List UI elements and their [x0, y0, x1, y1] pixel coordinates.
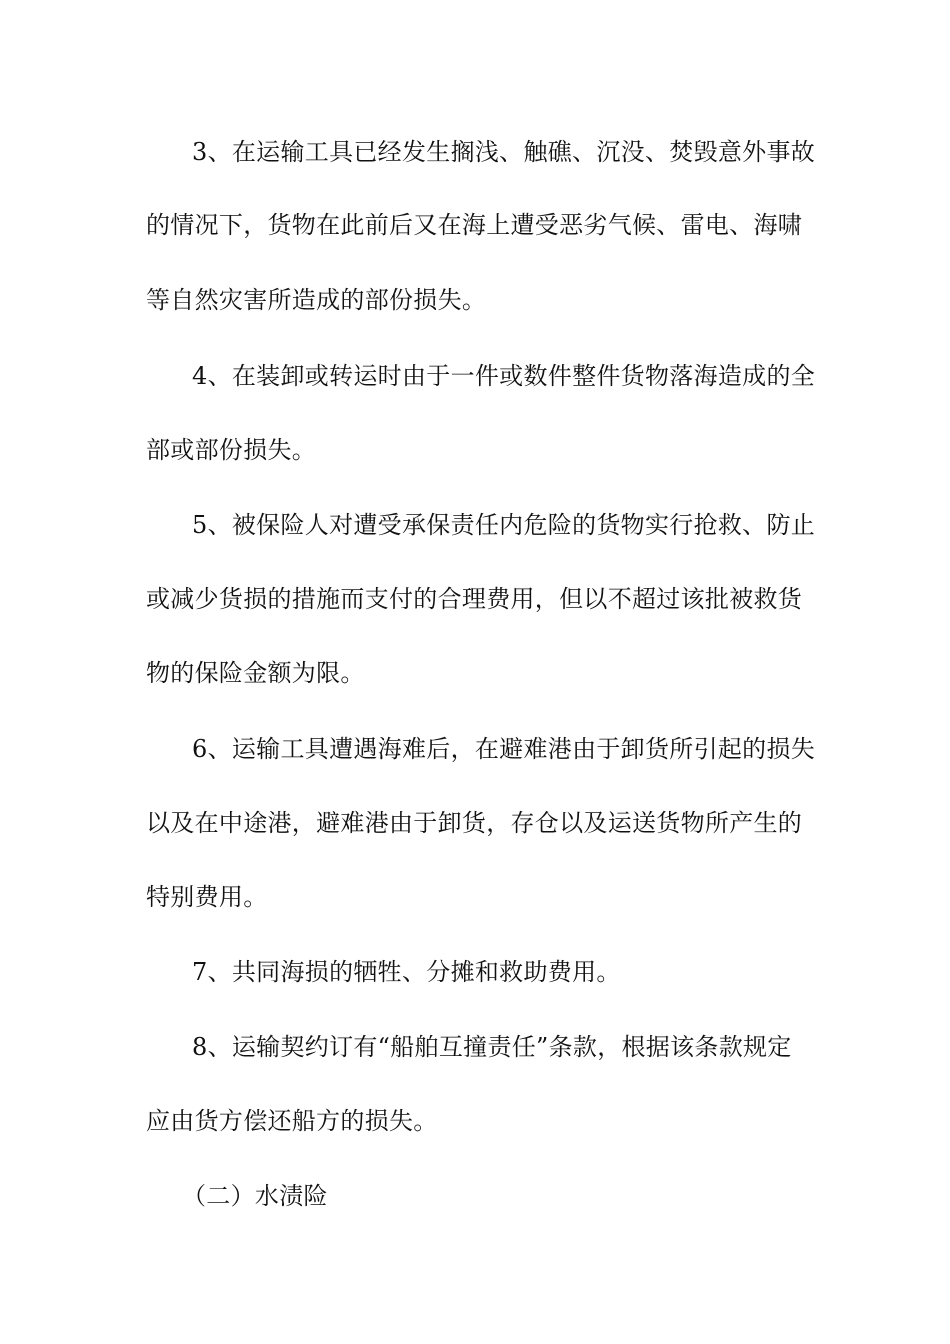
- paragraph-item-4-line-2: 部或部份损失。: [146, 436, 317, 464]
- paragraph-item-3-line-3: 等自然灾害所造成的部份损失。: [146, 286, 487, 314]
- paragraph-item-8-line-1: 8、运输契约订有“船舶互撞责任”条款，根据该条款规定: [192, 1033, 792, 1061]
- paragraph-item-5-line-3: 物的保险金额为限。: [146, 659, 365, 687]
- paragraph-item-5-line-1: 5、被保险人对遭受承保责任内危险的货物实行抢救、防止: [192, 511, 816, 539]
- paragraph-item-7-line-1: 7、共同海损的牺牲、分摊和救助费用。: [192, 958, 621, 986]
- paragraph-item-6-line-1: 6、运输工具遭遇海难后，在避难港由于卸货所引起的损失: [192, 735, 816, 763]
- paragraph-item-6-line-3: 特别费用。: [146, 883, 268, 911]
- paragraph-item-5-line-2: 或减少货损的措施而支付的合理费用，但以不超过该批被救货: [146, 585, 803, 613]
- paragraph-item-4-line-1: 4、在装卸或转运时由于一件或数件整件货物落海造成的全: [192, 362, 816, 390]
- paragraph-item-6-line-2: 以及在中途港，避难港由于卸货，存仓以及运送货物所产生的: [146, 809, 803, 837]
- section-heading-water-damage: （二）水渍险: [182, 1182, 328, 1210]
- paragraph-item-3-line-1: 3、在运输工具已经发生搁浅、触礁、沉没、焚毁意外事故: [192, 138, 816, 166]
- paragraph-item-8-line-2: 应由货方偿还船方的损失。: [146, 1107, 438, 1135]
- paragraph-item-3-line-2: 的情况下，货物在此前后又在海上遭受恶劣气候、雷电、海啸: [146, 211, 803, 239]
